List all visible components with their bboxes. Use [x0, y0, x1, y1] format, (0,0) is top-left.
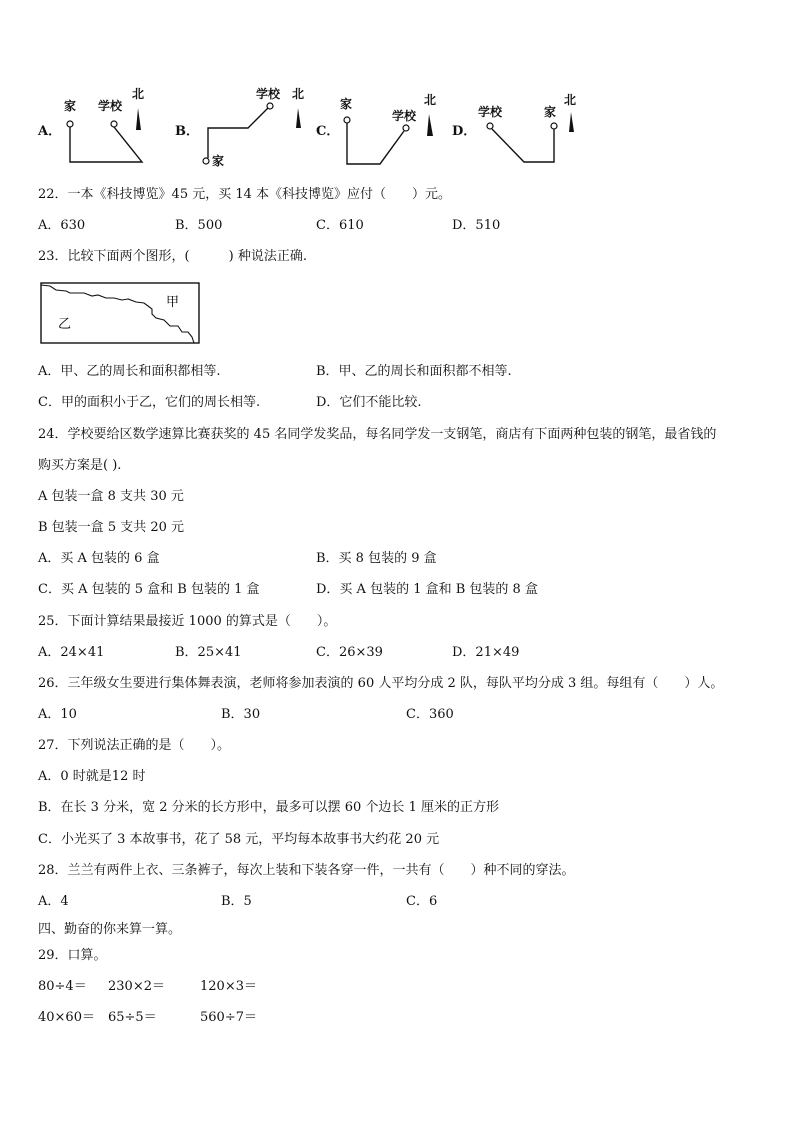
home-point: [551, 123, 557, 129]
home-label: 家: [64, 99, 77, 113]
q29-item: 230×2＝: [108, 979, 165, 994]
q27-option-b[interactable]: B．在长 3 分米，宽 2 分米的长方形中，最多可以摆 60 个边长 1 厘米的正方形: [38, 800, 499, 815]
section-4-title: 四、勤奋的你来算一算。: [38, 922, 182, 937]
q21-option-d-label: D．: [452, 124, 477, 139]
q27-option-c[interactable]: C．小光买了 3 本故事书，花了 58 元，平均每本故事书大约花 20 元: [38, 832, 440, 847]
q22-option-b[interactable]: B．500: [175, 218, 223, 233]
school-point: [487, 123, 493, 129]
q22-text: 22．一本《科技博览》45 元，买 14 本《科技博览》应付（ ）元。: [38, 187, 452, 202]
q28-option-c[interactable]: C．6: [406, 894, 438, 909]
north-arrow-icon: [427, 114, 433, 136]
q23-option-a[interactable]: A．甲、乙的周长和面积都相等.: [38, 364, 221, 379]
q24-pack-b: B 包装一盒 5 支共 20 元: [38, 520, 185, 535]
q23-option-d[interactable]: D．它们不能比较.: [316, 395, 422, 410]
q27-option-a[interactable]: A．0 时就是12 时: [38, 769, 146, 784]
q21-option-c-label: C．: [316, 124, 340, 139]
route-line: [70, 127, 142, 162]
q24-option-a[interactable]: A．买 A 包装的 6 盒: [38, 551, 160, 566]
shape-jia-label: 甲: [166, 295, 180, 310]
q24-option-b[interactable]: B．买 8 包装的 9 盒: [316, 551, 437, 566]
home-point: [203, 158, 209, 164]
north-arrow-icon: [569, 112, 574, 132]
q26-option-a[interactable]: A．10: [38, 707, 77, 722]
q29-item: 80÷4＝: [38, 979, 87, 994]
north-label: 北: [564, 93, 577, 107]
q24-option-d[interactable]: D．买 A 包装的 1 盒和 B 包装的 8 盒: [316, 582, 538, 597]
q23-shape-figure: [40, 282, 200, 348]
q23-option-c[interactable]: C．甲的面积小于乙，它们的周长相等.: [38, 395, 261, 410]
q26-option-b[interactable]: B．30: [221, 707, 261, 722]
q24-option-c[interactable]: C．买 A 包装的 5 盒和 B 包装的 1 盒: [38, 582, 260, 597]
q29-text: 29．口算。: [38, 948, 107, 963]
q24-pack-a: A 包装一盒 8 支共 30 元: [38, 489, 184, 504]
q24-text-line2: 购买方案是( ).: [38, 458, 122, 473]
north-arrow-icon: [296, 108, 301, 128]
school-label: 学校: [256, 87, 281, 101]
q26-text: 26．三年级女生要进行集体舞表演，老师将参加表演的 60 人平均分成 2 队，每队平均分成 3 组。每组有（ ）人。: [38, 676, 724, 691]
q28-option-a[interactable]: A．4: [38, 894, 69, 909]
figure-border: [41, 283, 199, 343]
q21-option-b-diagram: [196, 84, 311, 172]
school-point: [111, 121, 117, 127]
q25-option-c[interactable]: C．26×39: [316, 645, 383, 660]
q25-text: 25．下面计算结果最接近 1000 的算式是（ ）。: [38, 614, 337, 629]
q29-item: 120×3＝: [200, 979, 257, 994]
q21-option-a-label: A．: [38, 124, 62, 139]
q21-option-d-diagram: [476, 84, 586, 172]
north-arrow-icon: [136, 108, 141, 130]
q23-option-b[interactable]: B．甲、乙的周长和面积都不相等.: [316, 364, 512, 379]
home-label: 家: [544, 105, 557, 119]
q22-option-c[interactable]: C．610: [316, 218, 364, 233]
route-line: [208, 108, 268, 158]
school-point: [403, 125, 409, 131]
north-label: 北: [132, 87, 145, 101]
school-label: 学校: [392, 109, 417, 123]
q23-text: 23．比较下面两个图形，( ) 种说法正确.: [38, 249, 307, 264]
q28-text: 28．兰兰有两件上衣、三条裤子，每次上装和下装各穿一件，一共有（ ）种不同的穿法。: [38, 863, 575, 878]
shape-yi-label: 乙: [58, 317, 72, 332]
q25-option-b[interactable]: B．25×41: [175, 645, 242, 660]
route-line: [347, 123, 404, 164]
q24-text-line1: 24．学校要给区数学速算比赛获奖的 45 名同学发奖品，每名同学发一支钢笔，商店有下面两种包装的钢笔，最省钱的: [38, 427, 717, 442]
home-point: [67, 121, 73, 127]
q21-option-b-label: B．: [175, 124, 199, 139]
home-label: 家: [340, 97, 353, 111]
q22-option-a[interactable]: A．630: [38, 218, 86, 233]
q22-option-d[interactable]: D．510: [452, 218, 501, 233]
q29-item: 40×60＝: [38, 1010, 95, 1025]
home-label: 家: [212, 154, 225, 168]
q21-option-c-diagram: [336, 84, 446, 172]
home-point: [344, 117, 350, 123]
q29-item: 65÷5＝: [108, 1010, 157, 1025]
q26-option-c[interactable]: C．360: [406, 707, 454, 722]
north-label: 北: [424, 93, 437, 107]
q28-option-b[interactable]: B．5: [221, 894, 252, 909]
q21-option-a-diagram: [58, 84, 158, 172]
school-label: 学校: [98, 99, 123, 113]
q29-item: 560÷7＝: [200, 1010, 257, 1025]
q25-option-a[interactable]: A．24×41: [38, 645, 105, 660]
school-label: 学校: [478, 105, 503, 119]
q25-option-d[interactable]: D．21×49: [452, 645, 520, 660]
route-line: [492, 129, 554, 162]
north-label: 北: [292, 87, 305, 101]
q27-text: 27．下列说法正确的是（ ）。: [38, 738, 231, 753]
